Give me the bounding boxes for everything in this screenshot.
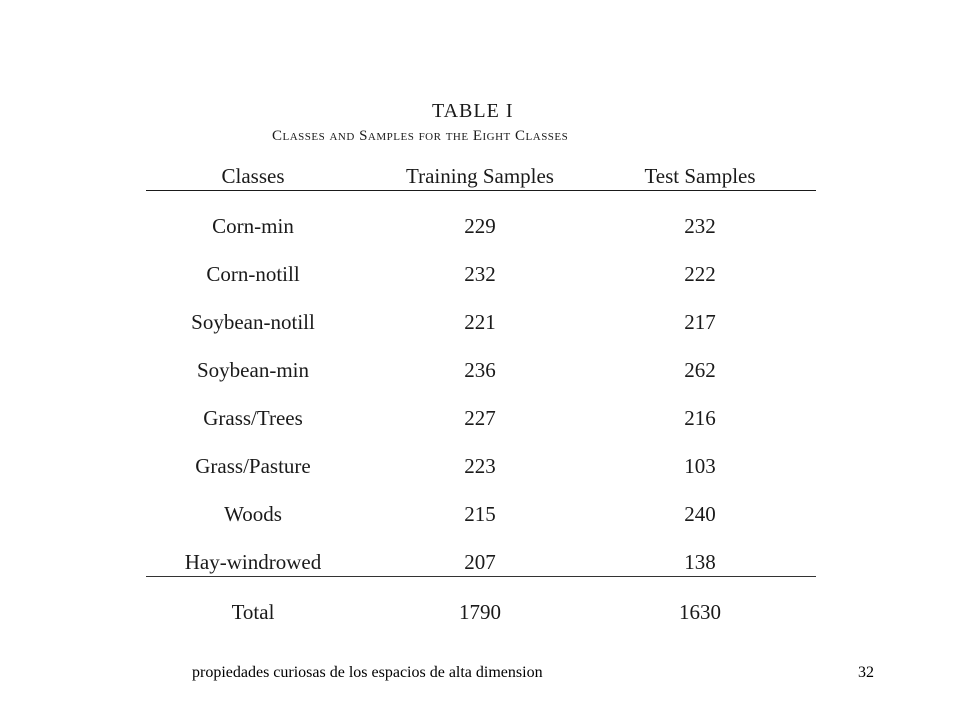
total-label: Total (231, 600, 275, 624)
row-training: 207 (464, 550, 496, 574)
row-test: 222 (684, 262, 716, 286)
row-training: 223 (464, 454, 496, 478)
row-test: 232 (684, 214, 716, 238)
row-class: Corn-notill (206, 262, 300, 286)
row-training: 229 (464, 214, 496, 238)
row-class: Hay-windrowed (184, 550, 322, 574)
row-training: 221 (464, 310, 496, 334)
row-test: 138 (684, 550, 716, 574)
total-training: 1790 (459, 600, 501, 624)
table-number: TABLE I (432, 100, 514, 122)
row-class: Corn-min (212, 214, 294, 238)
total-rule (146, 576, 816, 577)
row-class: Soybean-notill (191, 310, 315, 334)
row-test: 240 (684, 502, 716, 526)
row-class: Grass/Pasture (195, 454, 311, 478)
header-training-samples: Training Samples (406, 164, 554, 188)
row-test: 103 (684, 454, 716, 478)
table-caption: Classes and Samples for the Eight Classes (272, 128, 569, 144)
row-class: Woods (224, 502, 282, 526)
row-test: 217 (684, 310, 716, 334)
slide-footer-text: propiedades curiosas de los espacios de alta dimension (192, 664, 543, 681)
header-test-samples: Test Samples (644, 164, 756, 188)
row-test: 262 (684, 358, 716, 382)
row-class: Soybean-min (197, 358, 309, 382)
row-test: 216 (684, 406, 716, 430)
slide-page-number: 32 (858, 664, 874, 681)
header-rule (146, 190, 816, 191)
row-training: 215 (464, 502, 496, 526)
total-test: 1630 (679, 600, 721, 624)
row-training: 236 (464, 358, 496, 382)
header-classes: Classes (221, 164, 285, 188)
row-class: Grass/Trees (203, 406, 303, 430)
row-training: 227 (464, 406, 496, 430)
row-training: 232 (464, 262, 496, 286)
